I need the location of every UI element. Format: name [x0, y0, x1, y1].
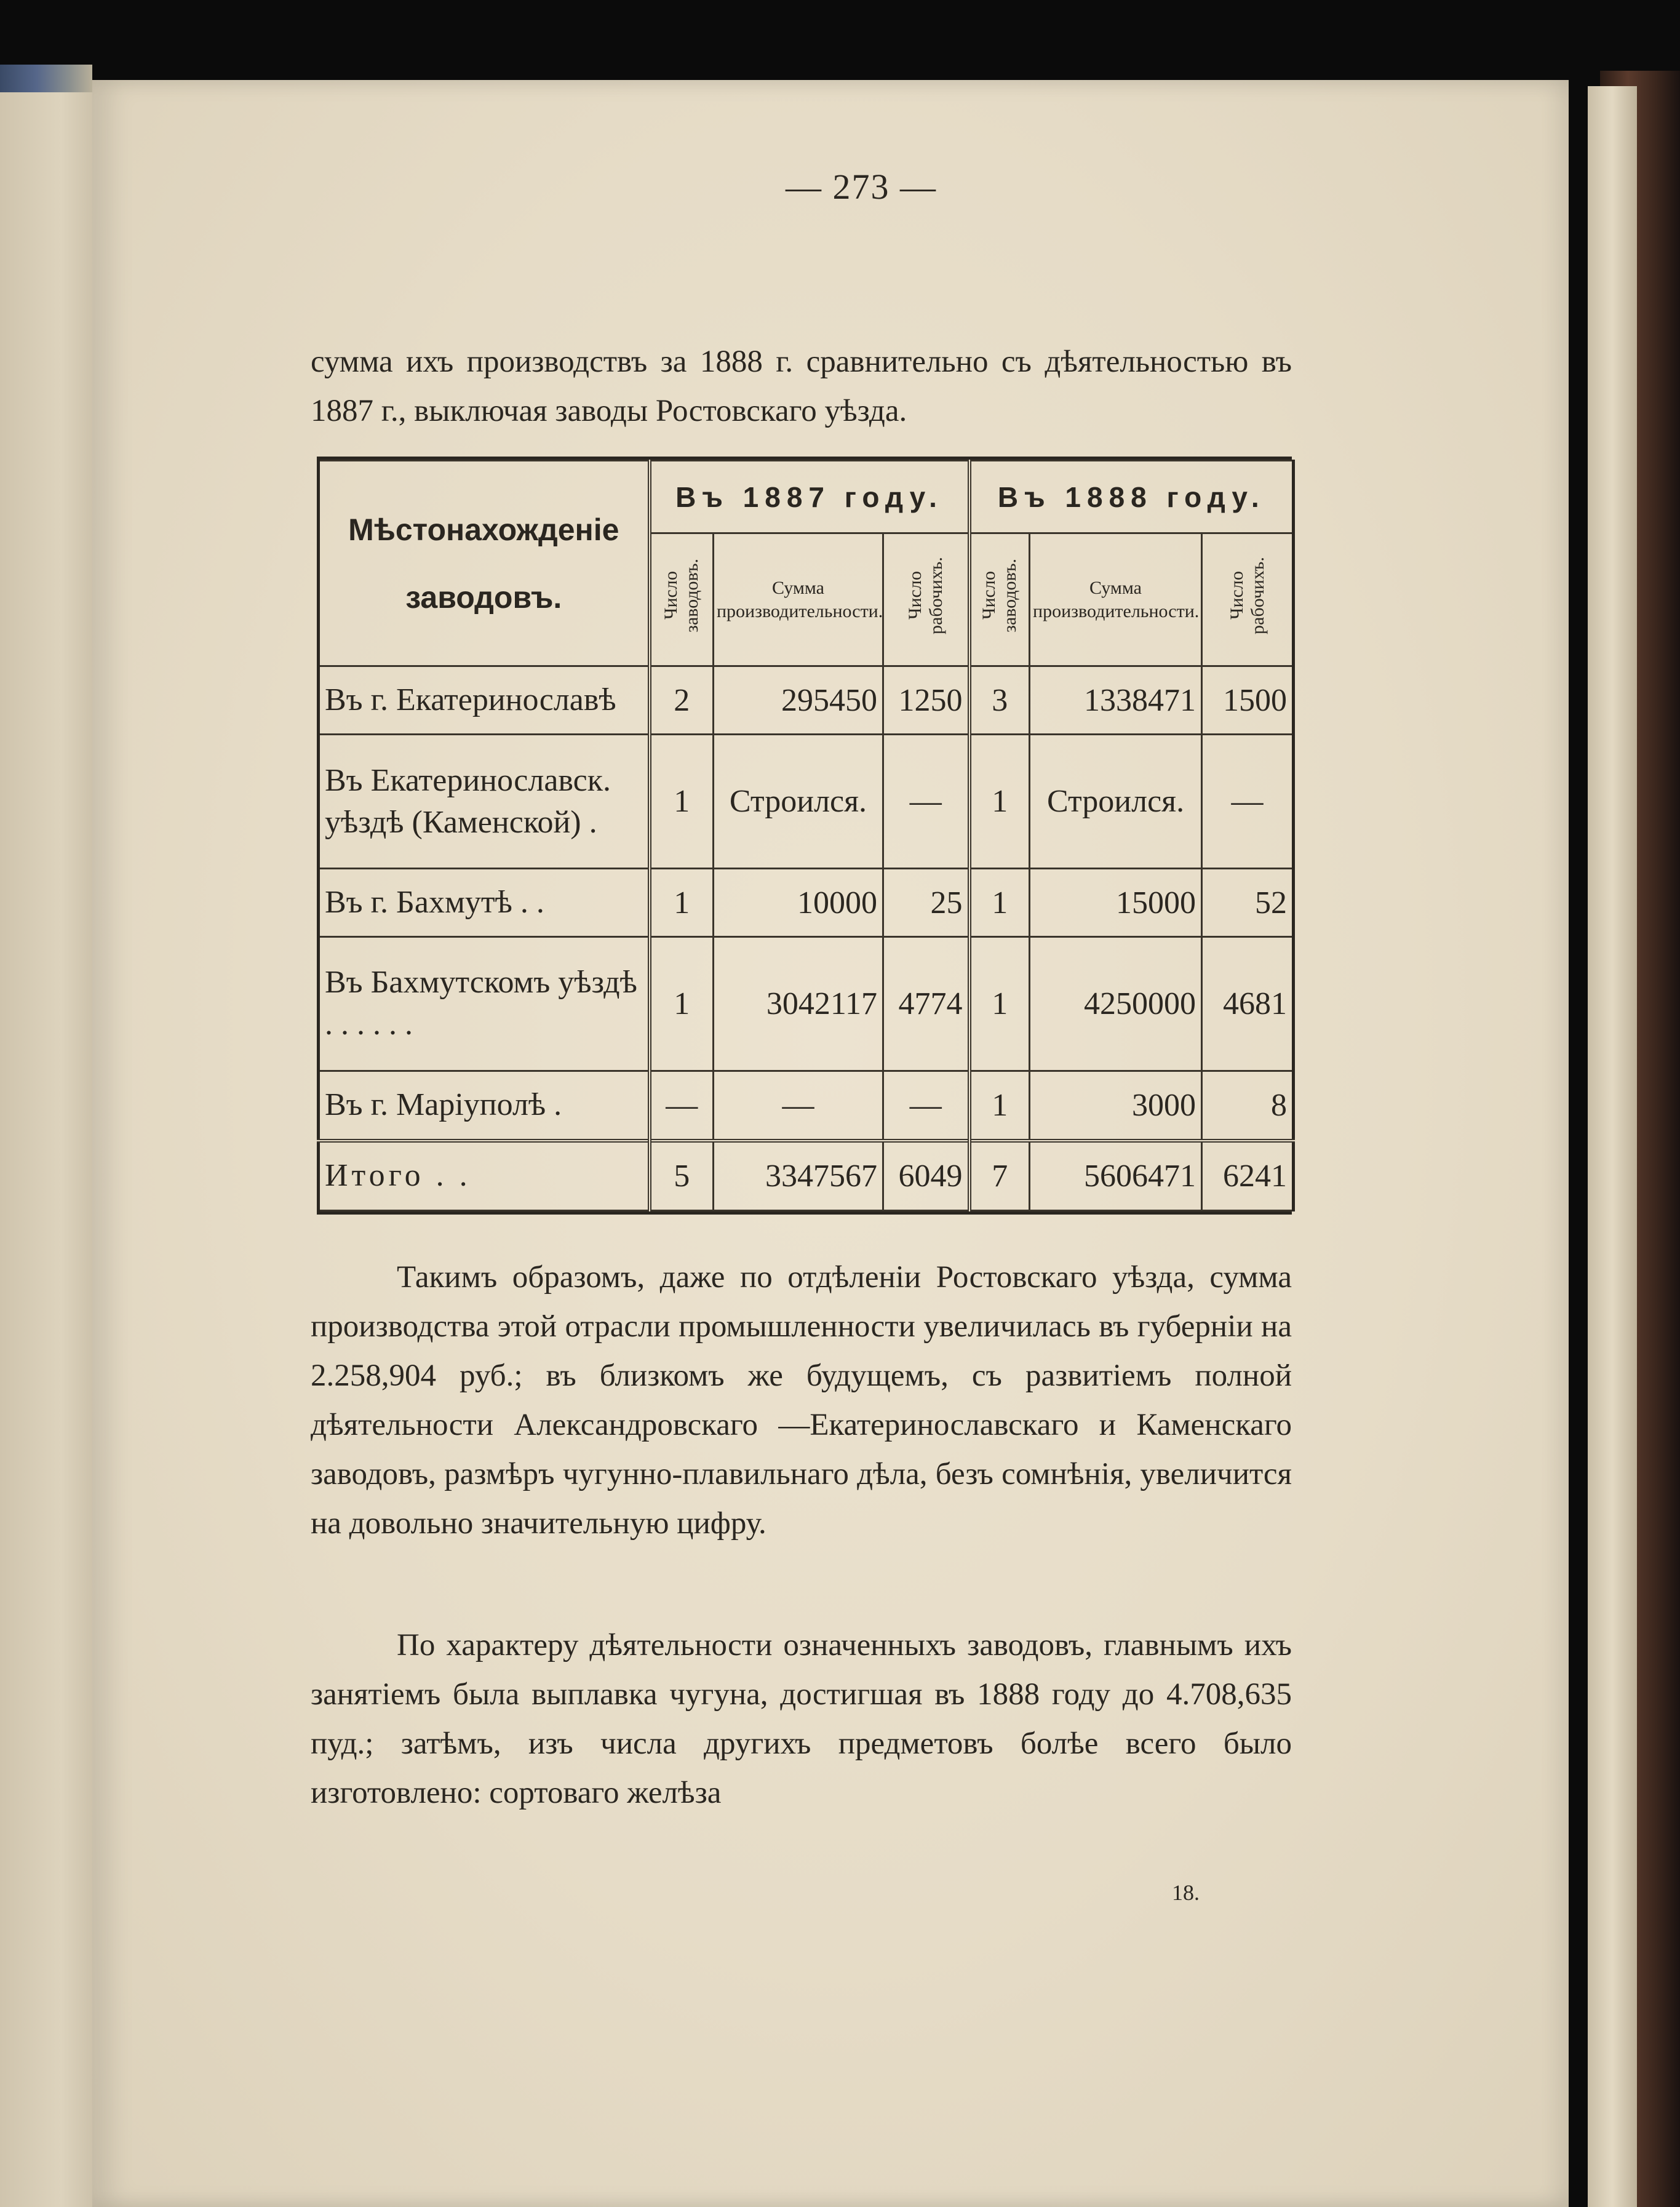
intro-text: сумма ихъ производствъ за 1888 г. сравнительно съ дѣятельностью въ 1887 г., выключая заводы Ростовскаго уѣзда.	[311, 345, 1292, 428]
row-location: Въ Екатеринославск. уѣздѣ (Каменской) .	[319, 735, 650, 869]
row-factories-1887: 1	[650, 937, 714, 1071]
total-sum-1888: 5606471	[1030, 1141, 1202, 1211]
row-factories-1887: —	[650, 1071, 714, 1141]
row-factories-1887: 1	[650, 735, 714, 869]
statistics-table	[317, 457, 1292, 1215]
row-workers-1887: —	[883, 1071, 969, 1141]
row-sum-1887: 295450	[714, 666, 883, 735]
row-sum-1887: 10000	[714, 868, 883, 936]
page-number: — 273 —	[786, 167, 937, 207]
total-workers-1887: 6049	[883, 1141, 969, 1211]
row-factories-1887: 1	[650, 868, 714, 936]
row-sum-1888: Строился.	[1030, 735, 1202, 869]
table-row	[319, 666, 1294, 735]
total-label: Итого . .	[319, 1141, 650, 1211]
row-factories-1888: 1	[969, 1071, 1030, 1141]
row-sum-1888: 15000	[1030, 868, 1202, 936]
row-workers-1888: 1500	[1202, 666, 1294, 735]
row-sum-1887: Строился.	[714, 735, 883, 869]
row-factories-1888: 3	[969, 666, 1030, 735]
row-workers-1888: 52	[1202, 868, 1294, 936]
table-row	[319, 1071, 1294, 1141]
signature-mark: 18.	[1172, 1880, 1200, 1905]
total-row	[319, 1141, 1294, 1211]
header-row-years	[319, 461, 1294, 533]
factories-1888-header: Число заводовъ.	[969, 533, 1030, 666]
row-sum-1888: 1338471	[1030, 666, 1202, 735]
row-workers-1887: 25	[883, 868, 969, 936]
workers-1888-header: Число рабочихъ.	[1202, 533, 1294, 666]
row-workers-1888: —	[1202, 735, 1294, 869]
page-stack-edge	[1588, 86, 1637, 2207]
row-workers-1887: —	[883, 735, 969, 869]
table-row	[319, 735, 1294, 869]
left-page-edge	[0, 92, 102, 2207]
row-location: Въ г. Маріуполѣ .	[319, 1071, 650, 1141]
row-location: Въ г. Екатеринославѣ	[319, 666, 650, 735]
year-1887-header: Въ 1887 году.	[650, 461, 969, 533]
row-factories-1887: 2	[650, 666, 714, 735]
row-sum-1888: 4250000	[1030, 937, 1202, 1071]
total-factories-1888: 7	[969, 1141, 1030, 1211]
paragraph-1: Такимъ образомъ, даже по отдѣленіи Ростовскаго уѣзда, сумма производства этой отрасли промышленности увеличилась въ губерніи на 2.258,904 руб.; въ близкомъ же будущемъ, съ развитіемъ полной дѣятельности Александровскаго —Екатеринославскаго и Каменскаго заводовъ, размѣръ чугунно-плавильнаго дѣла, безъ сомнѣнія, увеличится на довольно значительную цифру.	[311, 1260, 1292, 1541]
row-sum-1888: 3000	[1030, 1071, 1202, 1141]
table-row	[319, 868, 1294, 936]
row-sum-1887: 3042117	[714, 937, 883, 1071]
row-workers-1888: 8	[1202, 1071, 1294, 1141]
row-workers-1888: 4681	[1202, 937, 1294, 1071]
sum-1888-header: Сумма производительности.	[1030, 533, 1202, 666]
workers-1887-header: Число рабочихъ.	[883, 533, 969, 666]
location-header: Мѣстонахожденіе заводовъ.	[319, 461, 650, 666]
row-workers-1887: 1250	[883, 666, 969, 735]
total-factories-1887: 5	[650, 1141, 714, 1211]
row-factories-1888: 1	[969, 868, 1030, 936]
row-location: Въ Бахмутскомъ уѣздѣ . . . . . .	[319, 937, 650, 1071]
total-workers-1888: 6241	[1202, 1141, 1294, 1211]
total-sum-1887: 3347567	[714, 1141, 883, 1211]
row-factories-1888: 1	[969, 735, 1030, 869]
row-location: Въ г. Бахмутѣ . .	[319, 868, 650, 936]
paragraph-2: По характеру дѣятельности означенныхъ заводовъ, главнымъ ихъ занятіемъ была выплавка чугуна, достигшая въ 1888 году до 4.708,635 пуд.; затѣмъ, изъ числа другихъ предметовъ болѣе всего было изготовлено: сортоваго желѣза	[311, 1628, 1292, 1810]
year-1888-header: Въ 1888 году.	[969, 461, 1294, 533]
row-workers-1887: 4774	[883, 937, 969, 1071]
sum-1887-header: Сумма производительности.	[714, 533, 883, 666]
factories-1887-header: Число заводовъ.	[650, 533, 714, 666]
table-row	[319, 937, 1294, 1071]
row-factories-1888: 1	[969, 937, 1030, 1071]
row-sum-1887: —	[714, 1071, 883, 1141]
